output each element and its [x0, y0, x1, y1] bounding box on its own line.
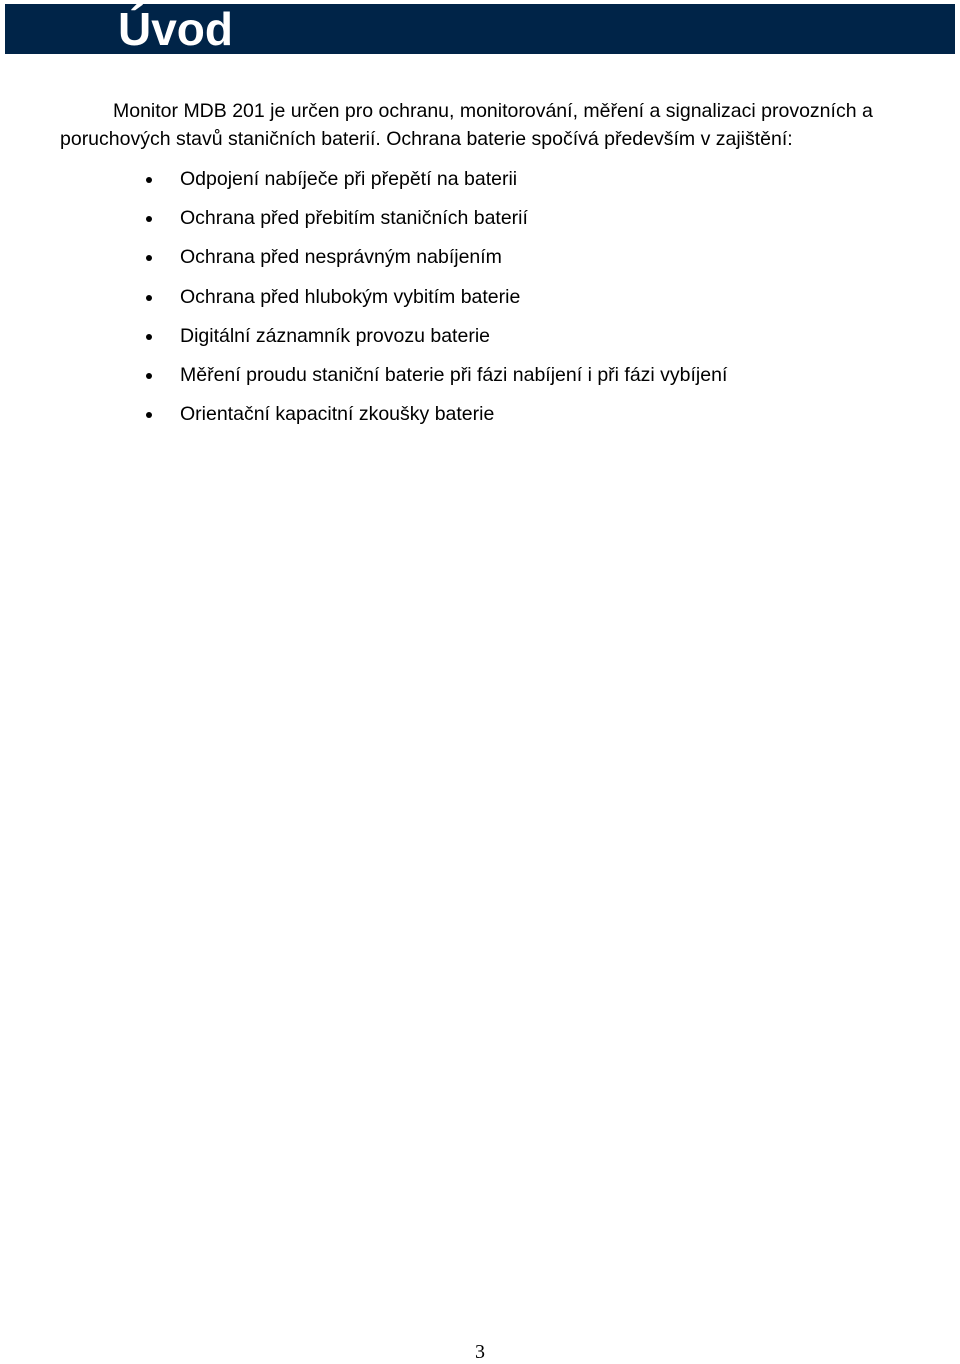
list-item-text: Ochrana před nesprávným nabíjením: [180, 246, 502, 269]
list-item: [0, 278, 727, 317]
bullet-icon: [146, 177, 152, 183]
list-item-text: Ochrana před hlubokým vybitím baterie: [180, 285, 521, 308]
bullet-icon: [146, 334, 152, 340]
bullet-icon: [146, 373, 152, 379]
bullet-icon: [146, 412, 152, 418]
list-item-text: Ochrana před přebitím staničních baterií: [180, 207, 528, 230]
list-item-text: Měření proudu staniční baterie při fázi nabíjení i při fázi vybíjení: [180, 363, 728, 386]
page-number: 3: [475, 1341, 485, 1363]
list-item: [0, 238, 727, 277]
bullet-icon: [146, 295, 152, 301]
page-title: Úvod: [118, 3, 233, 55]
bullet-icon: [146, 255, 152, 261]
list-item: [0, 317, 727, 356]
list-item: [0, 395, 727, 434]
intro-paragraph: Monitor MDB 201 je určen pro ochranu, monitorování, měření a signalizaci provozních a poruchových stavů staničních baterií. Ochrana baterie spočívá především v zajištění:: [60, 100, 873, 150]
list-item-text: Digitální záznamník provozu baterie: [180, 324, 490, 347]
list-item: [0, 160, 727, 199]
list-item-text: Orientační kapacitní zkoušky baterie: [180, 403, 495, 426]
list-item: [0, 356, 727, 395]
feature-list: [0, 160, 727, 434]
list-item-text: Odpojení nabíječe při přepětí na baterii: [180, 168, 518, 190]
list-item: [0, 199, 727, 238]
bullet-icon: [146, 216, 152, 222]
header-band: [5, 4, 955, 54]
